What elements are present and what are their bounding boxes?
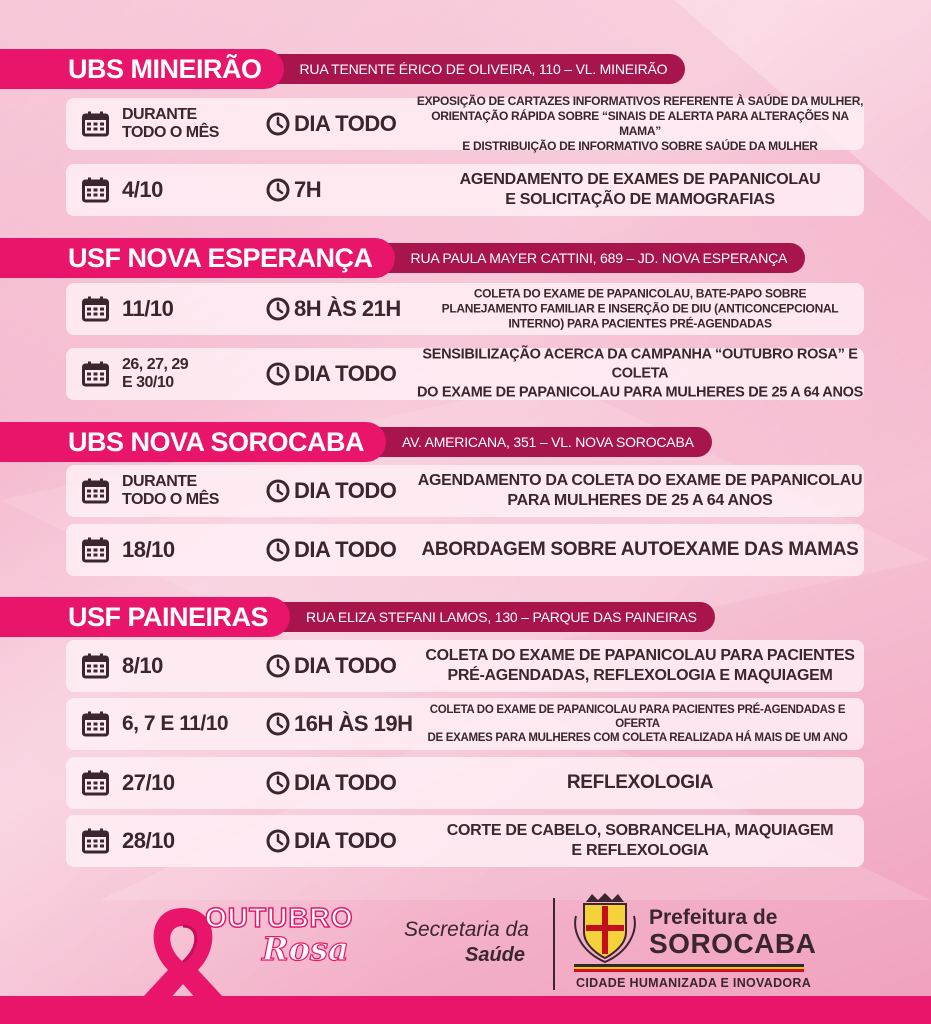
event-date: 27/10 (122, 770, 175, 795)
unit-name: USF NOVA ESPERANÇA (0, 238, 395, 278)
unit-name: UBS NOVA SOROCABA (0, 422, 386, 462)
event-date: DURANTE TODO O MÊS (122, 473, 219, 508)
event-row (66, 698, 864, 750)
event-time: DIA TODO (294, 361, 397, 386)
event-time: DIA TODO (294, 537, 397, 562)
event-row (66, 757, 864, 809)
unit-header (0, 597, 715, 637)
event-description: AGENDAMENTO DA COLETA DO EXAME DE PAPANICOLAU PARA MULHERES DE 25 A 64 ANOS (417, 472, 863, 509)
clock-icon (266, 712, 290, 736)
secretaria-line2: Saúde (465, 944, 526, 966)
calendar-icon (82, 112, 109, 137)
unit-name: USF PAINEIRAS (0, 597, 290, 637)
event-time: DIA TODO (294, 111, 397, 136)
calendar-icon (82, 297, 109, 322)
footer (0, 880, 931, 1024)
event-time: 8H ÀS 21H (294, 296, 401, 321)
clock-icon (266, 829, 290, 853)
event-time: DIA TODO (294, 828, 397, 853)
event-date: DURANTE TODO O MÊS (122, 106, 219, 141)
unit-header (0, 49, 685, 89)
campaign-subtitle: Rosa (262, 930, 349, 968)
calendar-icon (82, 771, 109, 796)
event-date: 8/10 (122, 653, 163, 678)
calendar-icon (82, 479, 109, 504)
event-time: DIA TODO (294, 478, 397, 503)
event-date: 18/10 (122, 537, 175, 562)
event-row (66, 524, 864, 576)
event-description: CORTE DE CABELO, SOBRANCELHA, MAQUIAGEM E REFLEXOLOGIA (446, 822, 834, 859)
clock-icon (266, 538, 290, 562)
stripe-red (574, 969, 804, 972)
unit-address: RUA PAULA MAYER CATTINI, 689 – JD. NOVA ESPERANÇA (371, 243, 806, 273)
event-row (66, 640, 864, 692)
secretaria-line1: Secretaria da (404, 918, 529, 941)
calendar-icon (82, 178, 109, 203)
calendar-icon (82, 829, 109, 854)
flag-stripes (574, 964, 804, 972)
prefeitura-slogan: CIDADE HUMANIZADA E INOVADORA (576, 976, 812, 990)
clock-icon (266, 178, 290, 202)
event-time: 16H ÀS 19H (294, 711, 413, 736)
prefeitura-line2: SOROCABA (649, 928, 817, 959)
event-description: COLETA DO EXAME DE PAPANICOLAU PARA PACIENTES PRÉ-AGENDADAS E OFERTA DE EXAMES PARA MULHERES COM COLETA REALIZADA HÁ MAIS DE UM ANO (427, 704, 848, 744)
event-row (66, 283, 864, 335)
unit-address: AV. AMERICANA, 351 – VL. NOVA SOROCABA (362, 427, 712, 457)
unit-address: RUA ELIZA STEFANI LAMOS, 130 – PARQUE DAS PAINEIRAS (266, 602, 715, 632)
clock-icon (266, 654, 290, 678)
event-description: COLETA DO EXAME DE PAPANICOLAU PARA PACIENTES PRÉ-AGENDADAS, REFLEXOLOGIA E MAQUIAGEM (425, 647, 855, 684)
event-date: 28/10 (122, 828, 175, 853)
footer-divider (553, 898, 555, 990)
event-date: 4/10 (122, 177, 163, 202)
event-time: 7H (294, 177, 322, 202)
prefeitura-line1: Prefeitura de (649, 906, 778, 929)
calendar-icon (82, 654, 109, 679)
event-row (66, 164, 864, 216)
unit-header (0, 238, 805, 278)
unit-name: UBS MINEIRÃO (0, 49, 284, 89)
unit-header (0, 422, 712, 462)
event-description: AGENDAMENTO DE EXAMES DE PAPANICOLAU E SOLICITAÇÃO DE MAMOGRAFIAS (459, 171, 821, 208)
clock-icon (266, 297, 290, 321)
event-row (66, 348, 864, 400)
event-date: 26, 27, 29 E 30/10 (122, 356, 189, 391)
event-description: EXPOSIÇÃO DE CARTAZES INFORMATIVOS REFERENTE À SAÚDE DA MULHER, ORIENTAÇÃO RÁPIDA SOBRE “SINAIS DE ALERTA PARA ALTERAÇÕES NA MAMA” E DISTRIBUIÇÃO DE INFORMATIVO SOBRE SAÚDE DA MULHER (416, 94, 864, 153)
calendar-icon (82, 362, 109, 387)
clock-icon (266, 771, 290, 795)
clock-icon (266, 479, 290, 503)
event-row (66, 94, 864, 153)
calendar-icon (82, 712, 109, 737)
clock-icon (266, 112, 290, 136)
campaign-title: OUTUBRO (205, 902, 354, 933)
coat-of-arms-icon (572, 892, 638, 964)
event-row (66, 815, 864, 867)
event-time: DIA TODO (294, 653, 397, 678)
event-description: REFLEXOLOGIA (566, 772, 714, 793)
clock-icon (266, 362, 290, 386)
event-description: ABORDAGEM SOBRE AUTOEXAME DAS MAMAS (421, 539, 859, 560)
unit-address: RUA TENENTE ÉRICO DE OLIVEIRA, 110 – VL. MINEIRÃO (260, 54, 686, 84)
event-row (66, 465, 864, 517)
event-date: 6, 7 E 11/10 (122, 712, 229, 735)
event-time: DIA TODO (294, 770, 397, 795)
event-description: COLETA DO EXAME DE PAPANICOLAU, BATE-PAPO SOBRE PLANEJAMENTO FAMILIAR E INSERÇÃO DE DIU (ANTICONCEPCIONAL INTERNO) PARA PACIENTES PRÉ-AGENDADAS (441, 286, 839, 331)
event-date: 11/10 (122, 296, 174, 321)
event-description: SENSIBILIZAÇÃO ACERCA DA CAMPANHA “OUTUBRO ROSA” E COLETA DO EXAME DE PAPANICOLAU PARA MULHERES DE 25 A 64 ANOS (416, 346, 863, 401)
calendar-icon (82, 538, 109, 563)
